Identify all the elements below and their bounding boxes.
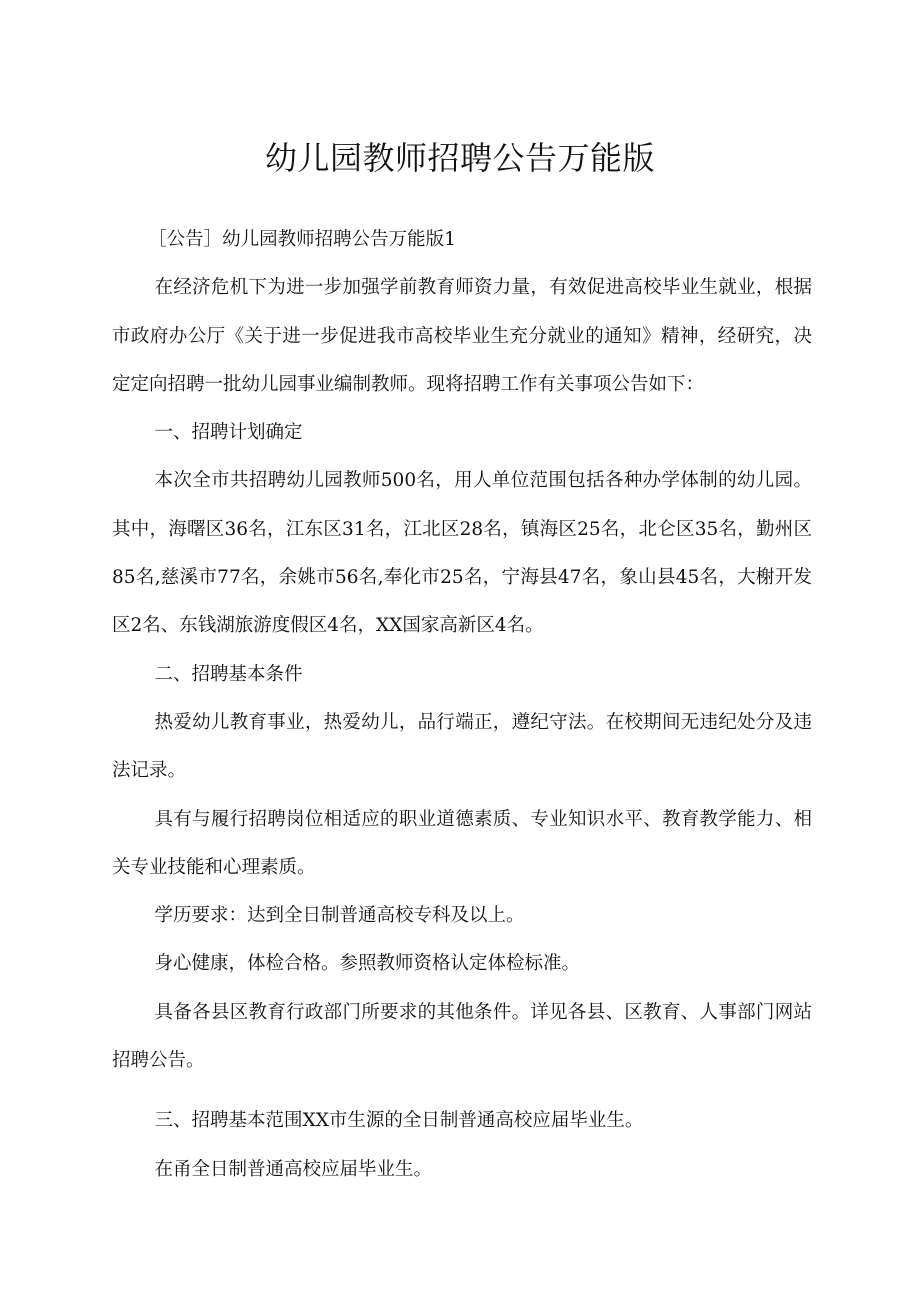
condition-paragraph: 热爱幼儿教育事业，热爱幼儿，品行端正，遵纪守法。在校期间无违纪处分及违法记录。 xyxy=(112,711,812,782)
plan-paragraph: 本次全市共招聘幼儿园教师500名，用人单位范围包括各种办学体制的幼儿园。其中，海曙区36名，江东区31名，江北区28名，镇海区25名，北仑区35名，勤州区85名,慈溪市77名，余姚市56名,奉化市25名，宁海县47名，象山县45名，大榭开发区2名、东钱湖旅游度假区4名，XX国家高新区4名。 xyxy=(112,470,812,637)
condition-paragraph: 具备各县区教育行政部门所要求的其他条件。详见各县、区教育、人事部门网站招聘公告。 xyxy=(112,1001,812,1072)
document-body xyxy=(112,216,812,1194)
document-title: 幼儿园教师招聘公告万能版 xyxy=(264,139,655,178)
section-heading-plan: 一、招聘计划确定 xyxy=(154,422,303,444)
condition-paragraph: 学历要求：达到全日制普通高校专科及以上。 xyxy=(154,905,525,927)
section-heading-conditions: 二、招聘基本条件 xyxy=(154,663,303,685)
intro-paragraph: 在经济危机下为进一步加强学前教育师资力量，有效促进高校毕业生就业，根据市政府办公厅《关于进一步促进我市高校毕业生充分就业的通知》精神，经研究，决定定向招聘一批幼儿园事业编制教师。现将招聘工作有关事项公告如下： xyxy=(112,277,812,395)
announcement-heading: ［公告］幼儿园教师招聘公告万能版1 xyxy=(148,229,456,250)
scope-paragraph: 在甬全日制普通高校应届毕业生。 xyxy=(154,1158,433,1180)
section-heading-scope: 三、招聘基本范围XX市生源的全日制普通高校应届毕业生。 xyxy=(154,1110,644,1132)
condition-paragraph: 具有与履行招聘岗位相适应的职业道德素质、专业知识水平、教育教学能力、相关专业技能和心理素质。 xyxy=(112,808,812,878)
condition-paragraph: 身心健康，体检合格。参照教师资格认定体检标准。 xyxy=(154,953,581,975)
